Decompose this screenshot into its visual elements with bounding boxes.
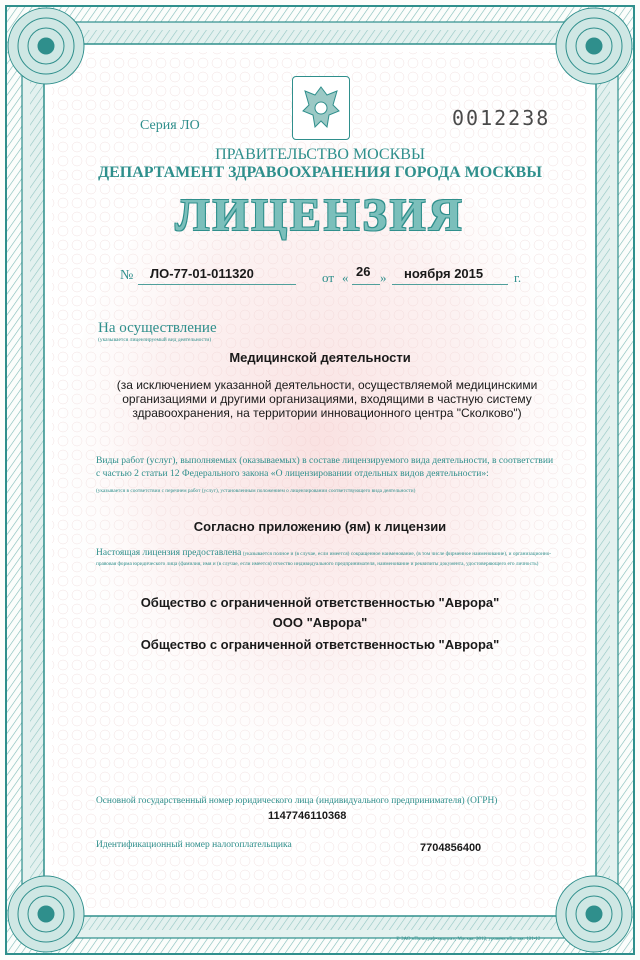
works-note: (указывается в соответствии с перечнем работ (услуг), установленным положением о лицензировании соответствующего вида деятельности) bbox=[96, 488, 416, 494]
from-label: от bbox=[322, 270, 335, 285]
activity-exclusion: (за исключением указанной деятельности, осуществляемой медицинскими организациями и другими организациями, входящими в частную систему здравоохранения, на территории инновационного центра "Сколково") bbox=[116, 378, 538, 420]
quote-open: « bbox=[342, 270, 349, 285]
printer-note: © ЗАО «Полиграф-защита», Москва, 2012, уровень «Б», зак. 131-12 bbox=[396, 937, 541, 942]
holder-lead: Настоящая лицензия предоставлена bbox=[96, 548, 242, 558]
activity-note: (указывается лицензируемый вид деятельности) bbox=[98, 337, 212, 343]
number-prefix: № bbox=[120, 268, 134, 283]
works-text: Виды работ (услуг), выполняемых (оказываемых) в составе лицензируемого вида деятельности, в соответствии с частью 2 статьи 12 Федерального закона «О лицензировании отдельных видов деятельности»: bbox=[96, 455, 554, 479]
holder-text bbox=[96, 548, 556, 569]
government-name: ПРАВИТЕЛЬСТВО МОСКВЫ bbox=[215, 146, 425, 163]
day-underline bbox=[352, 284, 380, 285]
ogrn-value: 1147746110368 bbox=[268, 810, 347, 822]
series-label: Серия ЛО bbox=[140, 118, 200, 133]
emblem-frame bbox=[292, 76, 350, 140]
coat-of-arms-icon bbox=[293, 77, 349, 139]
department-name: ДЕПАРТАМЕНТ ЗДРАВООХРАНЕНИЯ ГОРОДА МОСКВЫ bbox=[98, 164, 542, 181]
serial-number: 0012238 bbox=[452, 106, 551, 130]
holder-full-name: Общество с ограниченной ответственностью "Аврора" bbox=[140, 595, 500, 610]
holder-firm-name: Общество с ограниченной ответственностью "Аврора" bbox=[140, 637, 500, 652]
quote-close: » bbox=[380, 270, 387, 285]
license-number: ЛО-77-01-011320 bbox=[150, 266, 254, 281]
license-day: 26 bbox=[356, 264, 371, 279]
ogrn-label: Основной государственный номер юридического лица (индивидуального предпринимателя) (ОГРН) bbox=[96, 796, 498, 806]
number-underline bbox=[138, 284, 296, 285]
inn-value: 7704856400 bbox=[420, 842, 482, 854]
holder-note: (указывается полное и (в случае, если имеется) сокращенное наименование, (в том числе фирменное наименование), и организационно-правовая форма юридического лица (фамилия, имя и (в случае, если имеется) отчество индивидуального предпринимателя, наименование и реквизиты документа, удостоверяющего его личность) bbox=[96, 551, 552, 567]
works-value: Согласно приложению (ям) к лицензии bbox=[193, 519, 447, 534]
holder-short-name: ООО "Аврора" bbox=[272, 615, 368, 630]
license-month-year: ноября 2015 bbox=[404, 266, 484, 281]
inn-label: Идентификационный номер налогоплательщика bbox=[96, 840, 292, 850]
activity-label: На осуществление bbox=[98, 320, 217, 336]
year-suffix: г. bbox=[514, 270, 522, 285]
activity-name: Медицинской деятельности bbox=[229, 350, 411, 365]
month-underline bbox=[392, 284, 508, 285]
document-title: ЛИЦЕНЗИЯ bbox=[175, 189, 465, 240]
